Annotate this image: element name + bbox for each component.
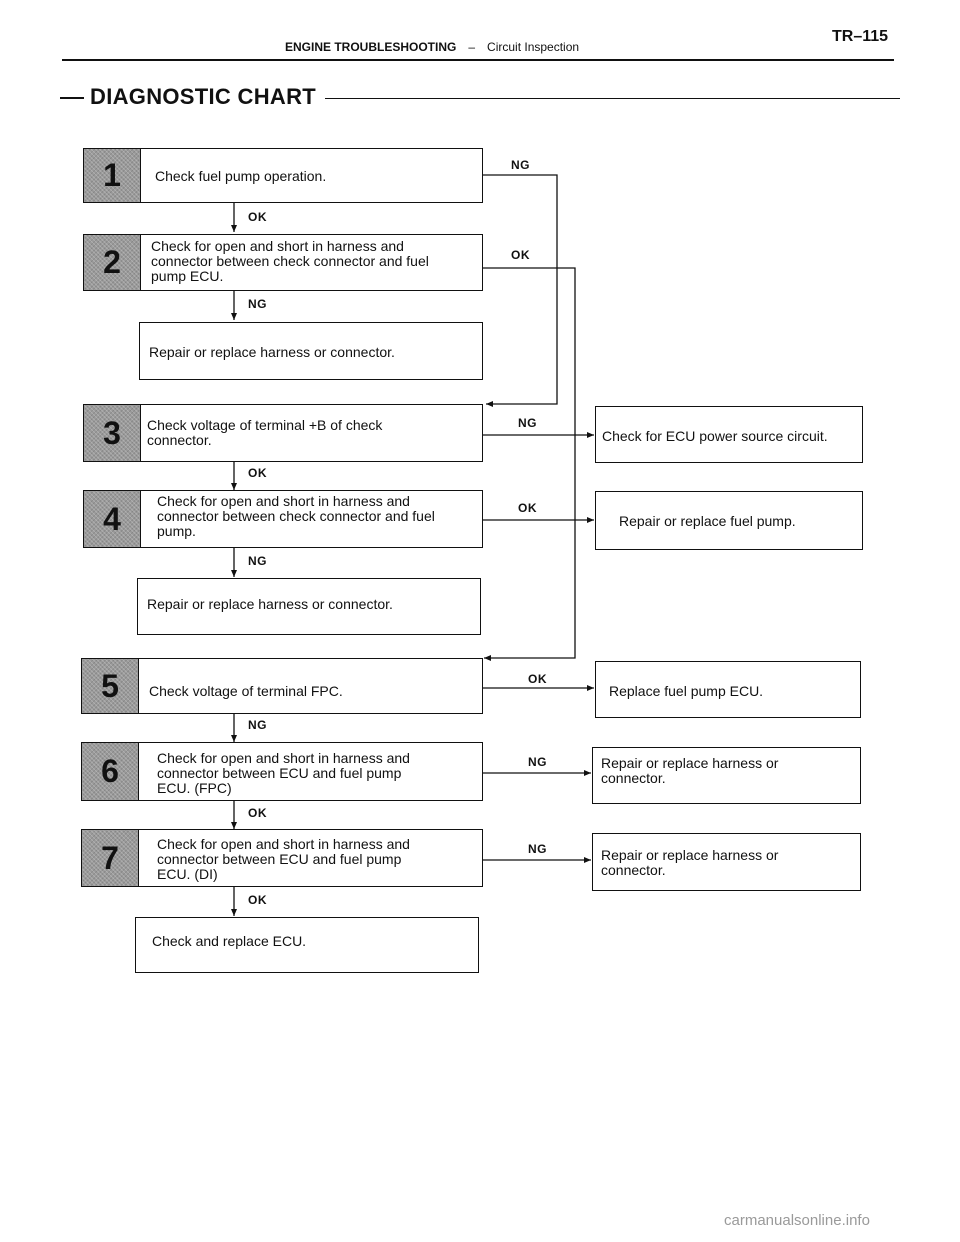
step-4-number: 4 — [84, 491, 141, 547]
step-5-number: 5 — [82, 659, 139, 713]
action-replace-ecu-text: Check and replace ECU. — [152, 933, 307, 949]
step-4-text: Check for open and short in harness and connector between check connector and fuel pump. — [157, 493, 435, 539]
action-repair-a-box — [139, 322, 483, 380]
label-4-ng: NG — [248, 554, 267, 568]
action-replace-ecu-box — [135, 917, 479, 973]
label-6-ng: NG — [528, 755, 547, 769]
label-2-ng: NG — [248, 297, 267, 311]
step-7-box — [81, 829, 483, 887]
label-2-ok: OK — [511, 248, 530, 262]
result-ecu-power-text: Check for ECU power source circuit. — [602, 428, 828, 444]
result-fuel-pump-text: Repair or replace fuel pump. — [619, 513, 796, 529]
action-repair-b-box — [137, 578, 481, 635]
label-7-ng: NG — [528, 842, 547, 856]
step-7-number: 7 — [82, 830, 139, 886]
step-4-box — [83, 490, 483, 548]
result-replace-pump-ecu-box — [595, 661, 861, 718]
step-5-text: Check voltage of terminal FPC. — [149, 683, 343, 699]
step-3-box — [83, 404, 483, 462]
header-subsection: Circuit Inspection — [487, 40, 580, 54]
step-1-number: 1 — [84, 149, 141, 202]
step-3-number: 3 — [84, 405, 141, 461]
action-repair-a-text: Repair or replace harness or connector. — [149, 344, 395, 360]
path-2-ok-to-5 — [482, 268, 575, 658]
label-5-ok: OK — [528, 672, 547, 686]
label-1-ok: OK — [248, 210, 267, 224]
step-6-box — [81, 742, 483, 801]
label-5-ng: NG — [248, 718, 267, 732]
result-repair-d-box — [592, 833, 861, 891]
step-1-text: Check fuel pump operation. — [155, 168, 327, 184]
label-3-ng: NG — [518, 416, 537, 430]
label-4-ok: OK — [518, 501, 537, 515]
header-section: ENGINE TROUBLESHOOTING — [285, 40, 457, 54]
result-repair-d-text: Repair or replace harness or connector. — [601, 847, 779, 878]
result-ecu-power-box — [595, 406, 863, 463]
watermark: carmanualsonline.info — [724, 1212, 870, 1229]
step-1-box — [83, 148, 483, 203]
result-fuel-pump-box — [595, 491, 863, 550]
result-replace-pump-ecu-text: Replace fuel pump ECU. — [609, 683, 764, 699]
step-2-box — [83, 234, 483, 291]
step-6-number: 6 — [82, 743, 139, 800]
result-repair-c-box — [592, 747, 861, 804]
step-5-box — [81, 658, 483, 714]
path-1-ng-to-3 — [482, 175, 557, 404]
step-2-text: Check for open and short in harness and connector between check connector and fuel pump ECU. — [151, 238, 429, 284]
step-2-number: 2 — [84, 235, 141, 290]
step-3-text: Check voltage of terminal +B of check connector. — [147, 417, 383, 448]
step-6-text: Check for open and short in harness and connector between ECU and fuel pump ECU. (FPC) — [157, 750, 410, 796]
action-repair-b-text: Repair or replace harness or connector. — [147, 596, 393, 612]
label-1-ng: NG — [511, 158, 530, 172]
result-repair-c-text: Repair or replace harness or connector. — [601, 755, 779, 786]
page-number: TR–115 — [832, 28, 889, 45]
label-3-ok: OK — [248, 466, 267, 480]
label-7-ok: OK — [248, 893, 267, 907]
label-6-ok: OK — [248, 806, 267, 820]
chart-title: DIAGNOSTIC CHART — [90, 84, 317, 109]
step-7-text: Check for open and short in harness and connector between ECU and fuel pump ECU. (DI) — [157, 836, 410, 882]
header-separator: – — [468, 40, 476, 54]
